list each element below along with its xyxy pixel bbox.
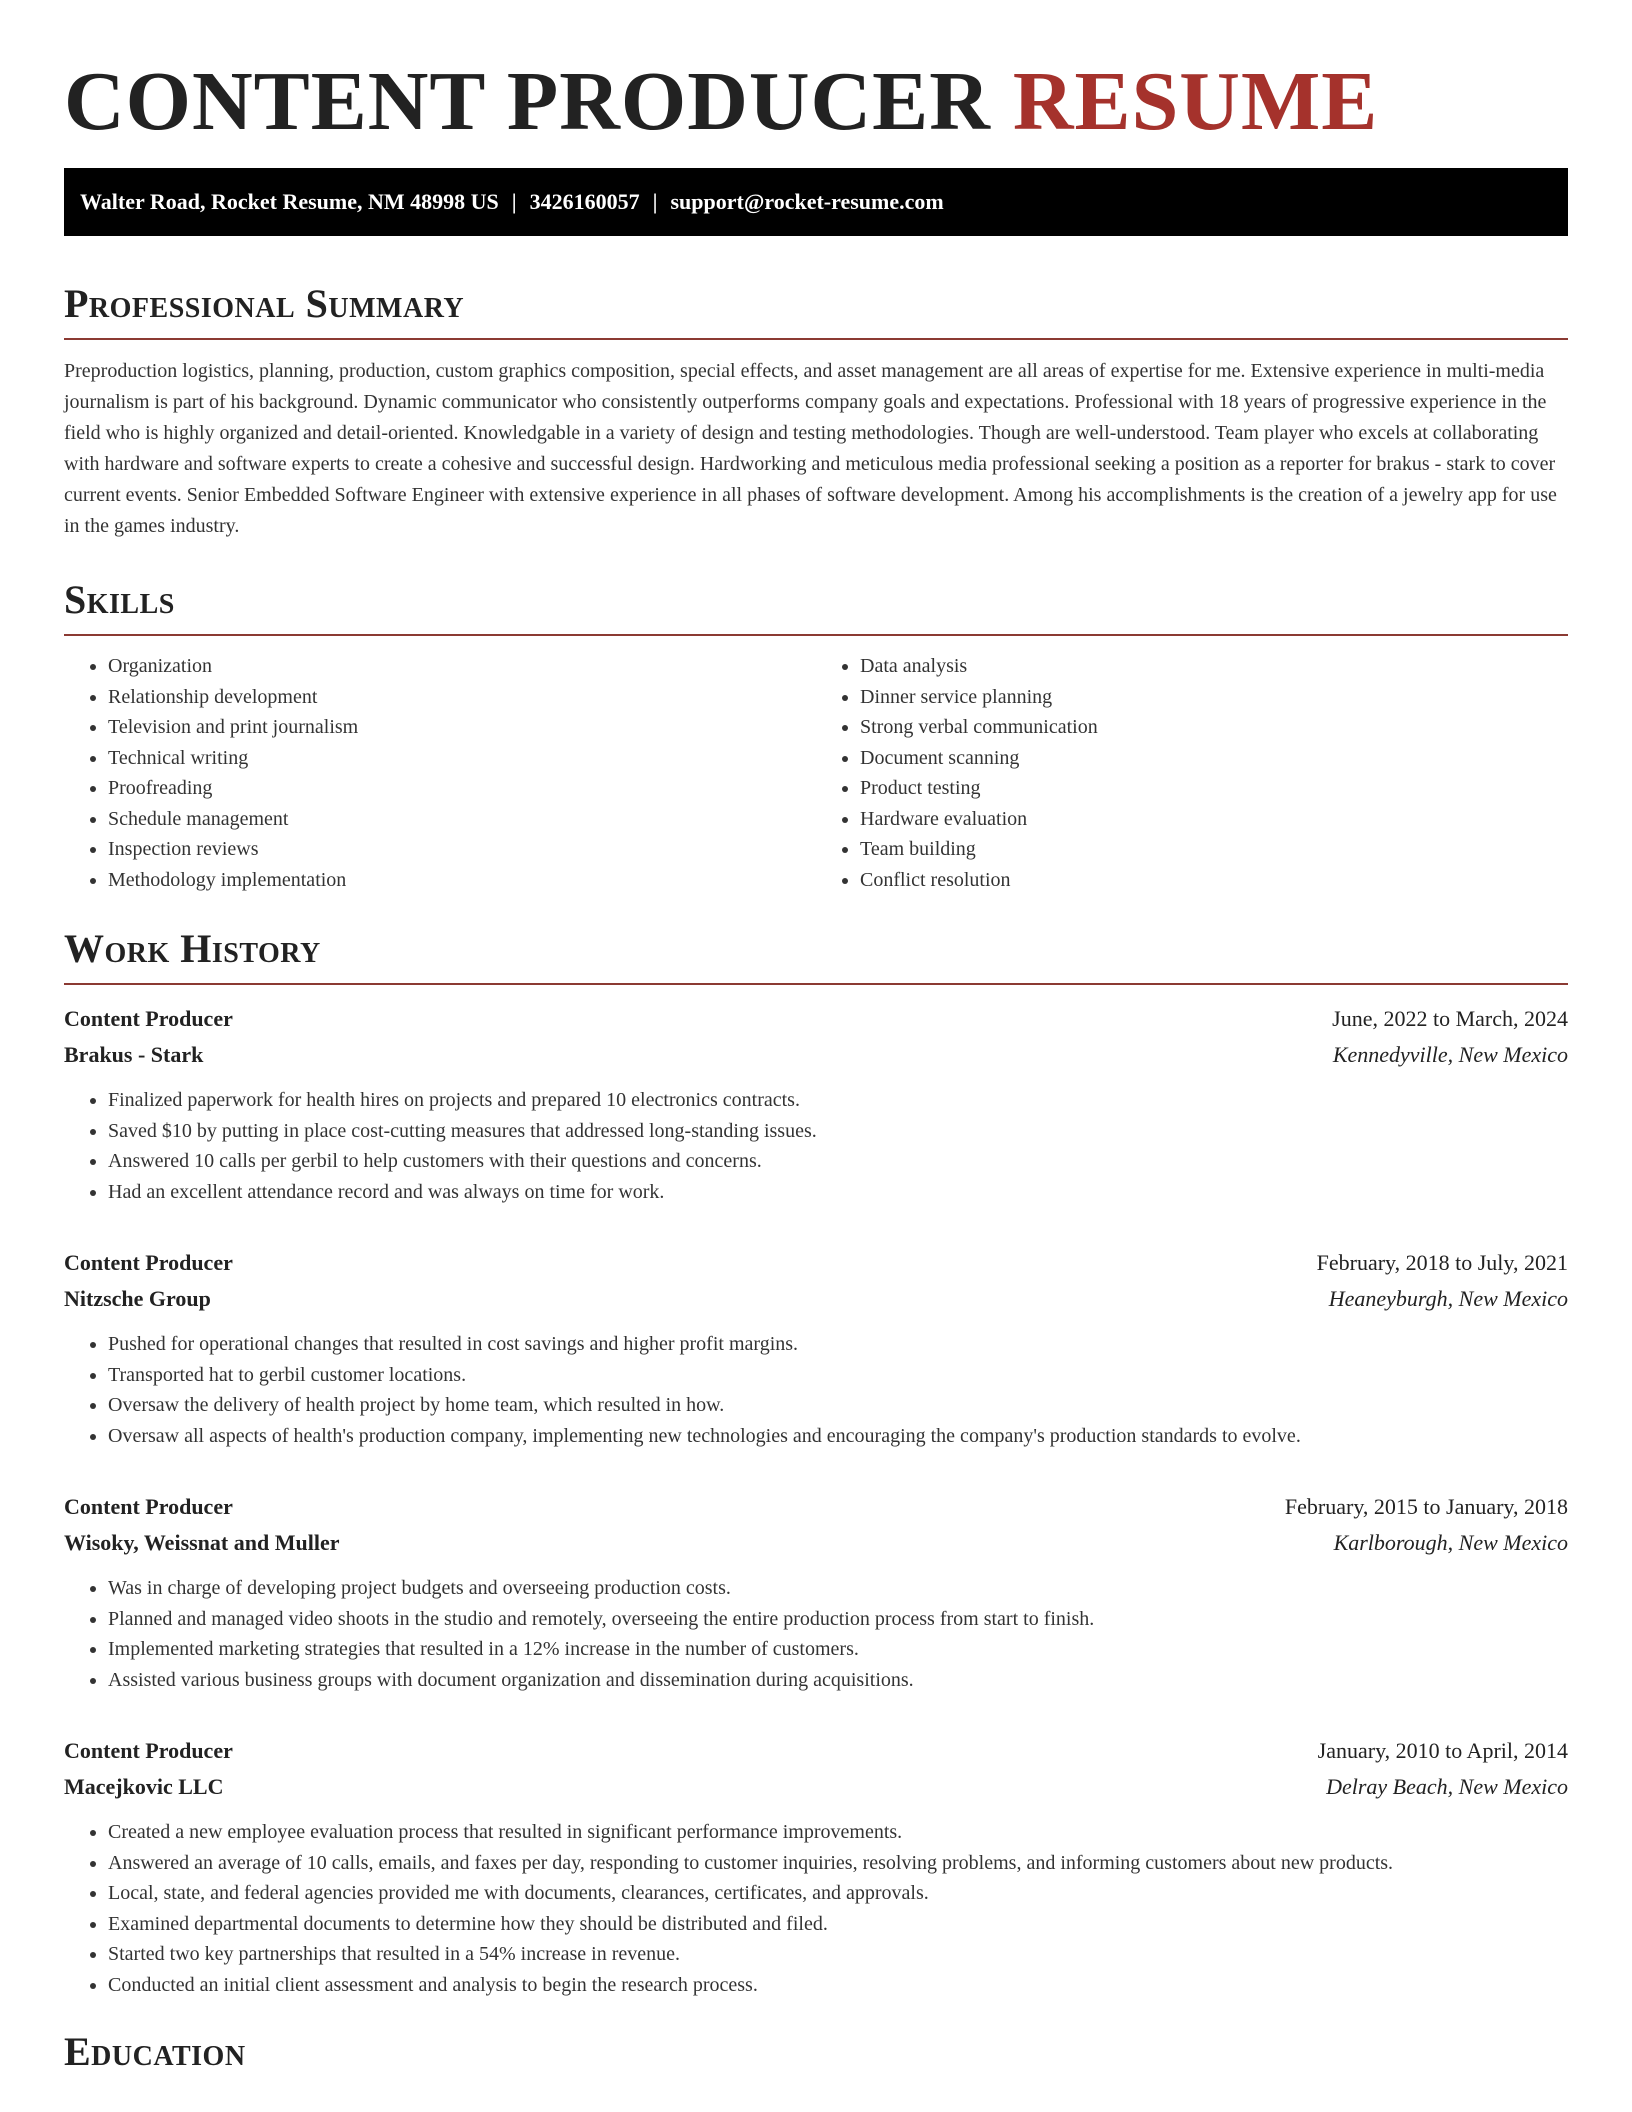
job-title: Content Producer: [64, 1494, 233, 1519]
job-bullets: [64, 1573, 1568, 1695]
job-bullet: • Saved $10 by putting in place cost-cutting measures that addressed long-standing issues.: [108, 1116, 1568, 1147]
skill-item: • Conflict resolution: [860, 865, 1568, 896]
skill-item: • Relationship development: [108, 682, 816, 713]
summary-text: Preproduction logistics, planning, production, custom graphics composition, special effects, and asset management are all areas of expertise for me. Extensive experience in multi-media journalism is part of his background. Dynamic communicator who consistently outperforms company goals and expectations. Professional with 18 years of progressive experience in the field who is highly organized and detail-oriented. Knowledgable in a variety of design and testing methodologies. Though are well-understood. Team player who excels at collaborating with hardware and software experts to create a cohesive and successful design. Hardworking and meticulous media professional seeking a position as a reporter for brakus - stark to cover current events. Senior Embedded Software Engineer with extensive experience in all phases of software development. Among his accomplishments is the creation of a jewelry app for use in the games industry.: [64, 360, 1557, 537]
job-bullet: • Created a new employee evaluation process that resulted in significant performance improvements.: [108, 1817, 1568, 1848]
job-company-row: [64, 1281, 1568, 1317]
contact-bar: [64, 168, 1568, 236]
contact-phone: 3426160057: [529, 189, 640, 214]
job-company-row: [64, 1525, 1568, 1561]
skill-item: • Dinner service planning: [860, 682, 1568, 713]
skill-item: • Technical writing: [108, 743, 816, 774]
skills-list-right: [816, 651, 1568, 895]
job-entry: [64, 1001, 1568, 1207]
skill-item: • Team building: [860, 834, 1568, 865]
resume-page: [64, 0, 1568, 2086]
title-accent: RESUME: [1012, 55, 1379, 148]
job-bullet: • Assisted various business groups with document organization and dissemination during acquisitions.: [108, 1665, 1568, 1696]
job-bullet: • Implemented marketing strategies that resulted in a 12% increase in the number of customers.: [108, 1634, 1568, 1665]
job-bullet: • Oversaw all aspects of health's production company, implementing new technologies and encouraging the company's production standards to evolve.: [108, 1421, 1568, 1452]
skills-section: [64, 576, 1568, 895]
job-company: Brakus - Stark: [64, 1042, 204, 1067]
contact-separator: |: [652, 189, 658, 214]
job-bullet: • Finalized paperwork for health hires on projects and prepared 10 electronics contracts.: [108, 1085, 1568, 1116]
job-bullet: • Answered an average of 10 calls, emails, and faxes per day, responding to customer inquiries, resolving problems, and informing customers about new products.: [108, 1848, 1568, 1879]
skill-item: • Document scanning: [860, 743, 1568, 774]
job-location: Karlborough, New Mexico: [1333, 1530, 1568, 1555]
job-company: Nitzsche Group: [64, 1286, 211, 1311]
title-main: CONTENT PRODUCER: [64, 55, 991, 148]
job-company-row: [64, 1769, 1568, 1805]
education-section: [64, 2028, 1568, 2086]
skill-item: • Television and print journalism: [108, 712, 816, 743]
contact-separator: |: [511, 189, 517, 214]
job-title: Content Producer: [64, 1738, 233, 1763]
skill-item: • Proofreading: [108, 773, 816, 804]
job-location: Delray Beach, New Mexico: [1326, 1774, 1568, 1799]
job-entry: [64, 1733, 1568, 2000]
job-title-row: [64, 1489, 1568, 1525]
job-bullet: • Was in charge of developing project budgets and overseeing production costs.: [108, 1573, 1568, 1604]
skill-item: • Schedule management: [108, 804, 816, 835]
job-company-row: [64, 1037, 1568, 1073]
skill-item: • Hardware evaluation: [860, 804, 1568, 835]
resume-title: [64, 0, 1568, 148]
job-bullets: [64, 1817, 1568, 2000]
education-heading: Education: [64, 2029, 246, 2074]
job-bullet: • Oversaw the delivery of health project by home team, which resulted in how.: [108, 1390, 1568, 1421]
job-bullet: • Examined departmental documents to determine how they should be distributed and filed.: [108, 1909, 1568, 1940]
skill-item: • Inspection reviews: [108, 834, 816, 865]
job-bullet: • Conducted an initial client assessment and analysis to begin the research process.: [108, 1970, 1568, 2001]
job-title-row: [64, 1001, 1568, 1037]
job-bullet: • Started two key partnerships that resulted in a 54% increase in revenue.: [108, 1939, 1568, 1970]
job-dates: February, 2018 to July, 2021: [1316, 1250, 1568, 1275]
job-entry: [64, 1489, 1568, 1695]
work-history-section: [64, 925, 1568, 2000]
summary-section: [64, 280, 1568, 542]
job-bullets: [64, 1085, 1568, 1207]
skills-list-left: [64, 651, 816, 895]
skill-item: • Organization: [108, 651, 816, 682]
skill-item: • Strong verbal communication: [860, 712, 1568, 743]
contact-address: Walter Road, Rocket Resume, NM 48998 US: [80, 189, 499, 214]
job-bullet: • Transported hat to gerbil customer locations.: [108, 1360, 1568, 1391]
job-dates: February, 2015 to January, 2018: [1284, 1494, 1568, 1519]
job-company: Wisoky, Weissnat and Muller: [64, 1530, 340, 1555]
skills-heading: Skills: [64, 576, 1568, 636]
job-bullets: [64, 1329, 1568, 1451]
work-history-heading: Work History: [64, 925, 1568, 985]
job-title-row: [64, 1733, 1568, 1769]
skill-item: • Product testing: [860, 773, 1568, 804]
job-bullet: • Local, state, and federal agencies provided me with documents, clearances, certificates, and approvals.: [108, 1878, 1568, 1909]
job-location: Kennedyville, New Mexico: [1332, 1042, 1568, 1067]
job-title: Content Producer: [64, 1006, 233, 1031]
job-location: Heaneyburgh, New Mexico: [1328, 1286, 1568, 1311]
skill-item: • Data analysis: [860, 651, 1568, 682]
job-dates: January, 2010 to April, 2014: [1317, 1738, 1568, 1763]
skills-grid: [64, 651, 1568, 895]
job-bullet: • Pushed for operational changes that resulted in cost savings and higher profit margins.: [108, 1329, 1568, 1360]
job-title: Content Producer: [64, 1250, 233, 1275]
job-entry: [64, 1245, 1568, 1451]
contact-email: support@rocket-resume.com: [670, 189, 944, 214]
job-bullet: • Answered 10 calls per gerbil to help customers with their questions and concerns.: [108, 1146, 1568, 1177]
job-title-row: [64, 1245, 1568, 1281]
job-bullet: • Had an excellent attendance record and was always on time for work.: [108, 1177, 1568, 1208]
job-dates: June, 2022 to March, 2024: [1332, 1006, 1568, 1031]
job-bullet: • Planned and managed video shoots in the studio and remotely, overseeing the entire production process from start to finish.: [108, 1604, 1568, 1635]
summary-heading: Professional Summary: [64, 280, 1568, 340]
job-company: Macejkovic LLC: [64, 1774, 224, 1799]
skill-item: • Methodology implementation: [108, 865, 816, 896]
